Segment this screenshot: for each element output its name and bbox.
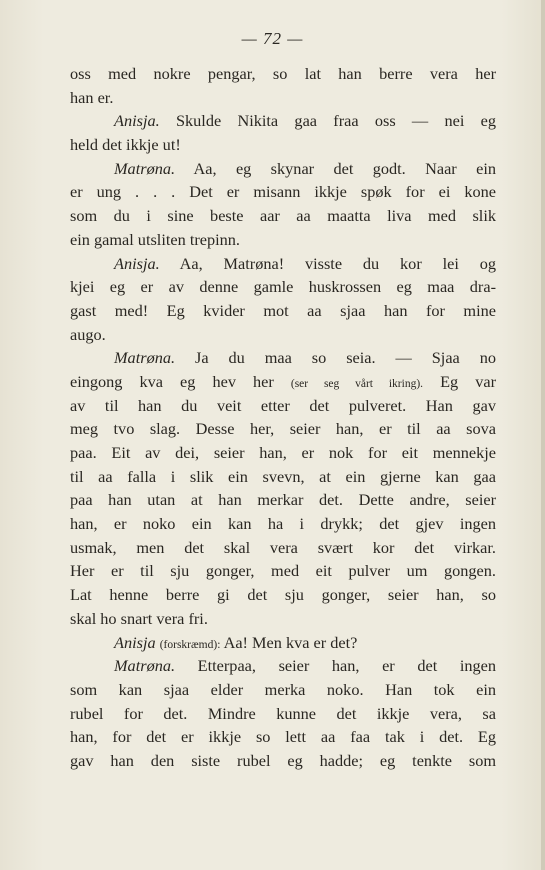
stage-direction: (forskræmd):	[159, 638, 221, 651]
text-line	[70, 559, 496, 583]
text-line	[70, 394, 496, 418]
speaker-name: Anisja	[114, 632, 156, 652]
line-text: gast med! Eg kvider mot aa sjaa han for mine	[70, 300, 496, 320]
text-line	[70, 417, 496, 441]
text-line	[70, 346, 496, 370]
text-line	[70, 299, 496, 323]
text-line	[70, 204, 496, 228]
text-line	[70, 252, 496, 276]
line-text: gav han den siste rubel eg hadde; eg tenkte som	[70, 750, 496, 770]
line-text: som kan sjaa elder merka noko. Han tok ein	[70, 679, 496, 699]
text-line	[70, 109, 496, 133]
speaker-name: Matrøna.	[114, 656, 176, 676]
text-line	[70, 631, 496, 655]
line-text: Aa, Matrøna! visste du kor lei og	[179, 253, 496, 273]
text-line	[70, 725, 496, 749]
line-text: kjei eg er av denne gamle huskrossen eg maa dra-	[70, 277, 496, 297]
text-line	[70, 62, 496, 86]
text-line	[70, 133, 496, 157]
page-edge	[541, 0, 545, 870]
page-number: — 72 —	[241, 29, 304, 48]
line-text: Etterpaa, seier han, er det ingen	[197, 656, 496, 676]
line-text: held det ikkje ut!	[70, 135, 181, 155]
text-line	[70, 465, 496, 489]
text-line	[70, 275, 496, 299]
text-line	[70, 228, 496, 252]
text-line	[70, 536, 496, 560]
text-line	[70, 323, 496, 347]
line-text: oss med nokre pengar, so lat han berre vera her	[70, 64, 496, 83]
line-text: skal ho snart vera fri.	[70, 608, 208, 628]
text-line	[70, 749, 496, 773]
page-text	[70, 62, 496, 773]
speaker-name: Anisja.	[114, 111, 160, 131]
text-line	[70, 86, 496, 110]
speaker-name: Matrøna.	[114, 158, 176, 178]
line-text: Eg var	[440, 371, 496, 391]
line-text: av til han du veit etter det pulveret. Han gav	[70, 395, 496, 415]
text-line	[70, 157, 496, 181]
text-line	[70, 512, 496, 536]
line-text: paa han utan at han merkar det. Dette andre, seier	[70, 490, 496, 510]
line-text: er ung . . . Det er misann ikkje spøk for ei kone	[70, 182, 496, 202]
line-text: meg tvo slag. Desse her, seier han, er til aa sova	[70, 419, 496, 439]
speaker-name: Matrøna.	[114, 348, 176, 368]
line-text: han er.	[70, 87, 114, 107]
line-text: han, er noko ein kan ha i drykk; det gjev ingen	[70, 514, 496, 534]
line-text: Aa, eg skynar det godt. Naar ein	[193, 158, 496, 178]
text-line	[70, 654, 496, 678]
text-line	[70, 441, 496, 465]
line-text: Ja du maa so seia. — Sjaa no	[195, 348, 497, 368]
text-line	[70, 488, 496, 512]
text-line	[70, 702, 496, 726]
stage-direction: (ser seg vårt ikring).	[290, 377, 424, 390]
line-text: ein gamal utsliten trepinn.	[70, 229, 241, 249]
line-text: Her er til sju gonger, med eit pulver um gongen.	[70, 561, 496, 581]
line-text: Skulde Nikita gaa fraa oss — nei eg	[175, 111, 497, 131]
line-text: eingong kva eg hev her	[70, 371, 274, 391]
line-text: paa. Eit av dei, seier han, er nok for eit mennekje	[70, 443, 496, 462]
line-text: Aa! Men kva er det?	[223, 632, 358, 652]
text-line	[70, 370, 496, 394]
line-text: Lat henne berre gi det sju gonger, seier han, so	[70, 585, 496, 605]
line-text: augo.	[70, 324, 106, 344]
line-text: usmak, men det skal vera svært kor det virkar.	[70, 537, 496, 557]
text-line	[70, 678, 496, 702]
speaker-name: Anisja.	[114, 253, 160, 273]
text-line	[70, 180, 496, 204]
line-text: rubel for det. Mindre kunne det ikkje vera, sa	[70, 703, 496, 723]
line-text: til aa falla i slik ein svevn, at ein gjerne kan gaa	[70, 466, 496, 486]
text-line	[70, 583, 496, 607]
line-text: han, for det er ikkje so lett aa faa tak i det. Eg	[70, 727, 496, 747]
line-text: som du i sine beste aar aa maatta liva med slik	[70, 206, 496, 226]
text-line	[70, 607, 496, 631]
